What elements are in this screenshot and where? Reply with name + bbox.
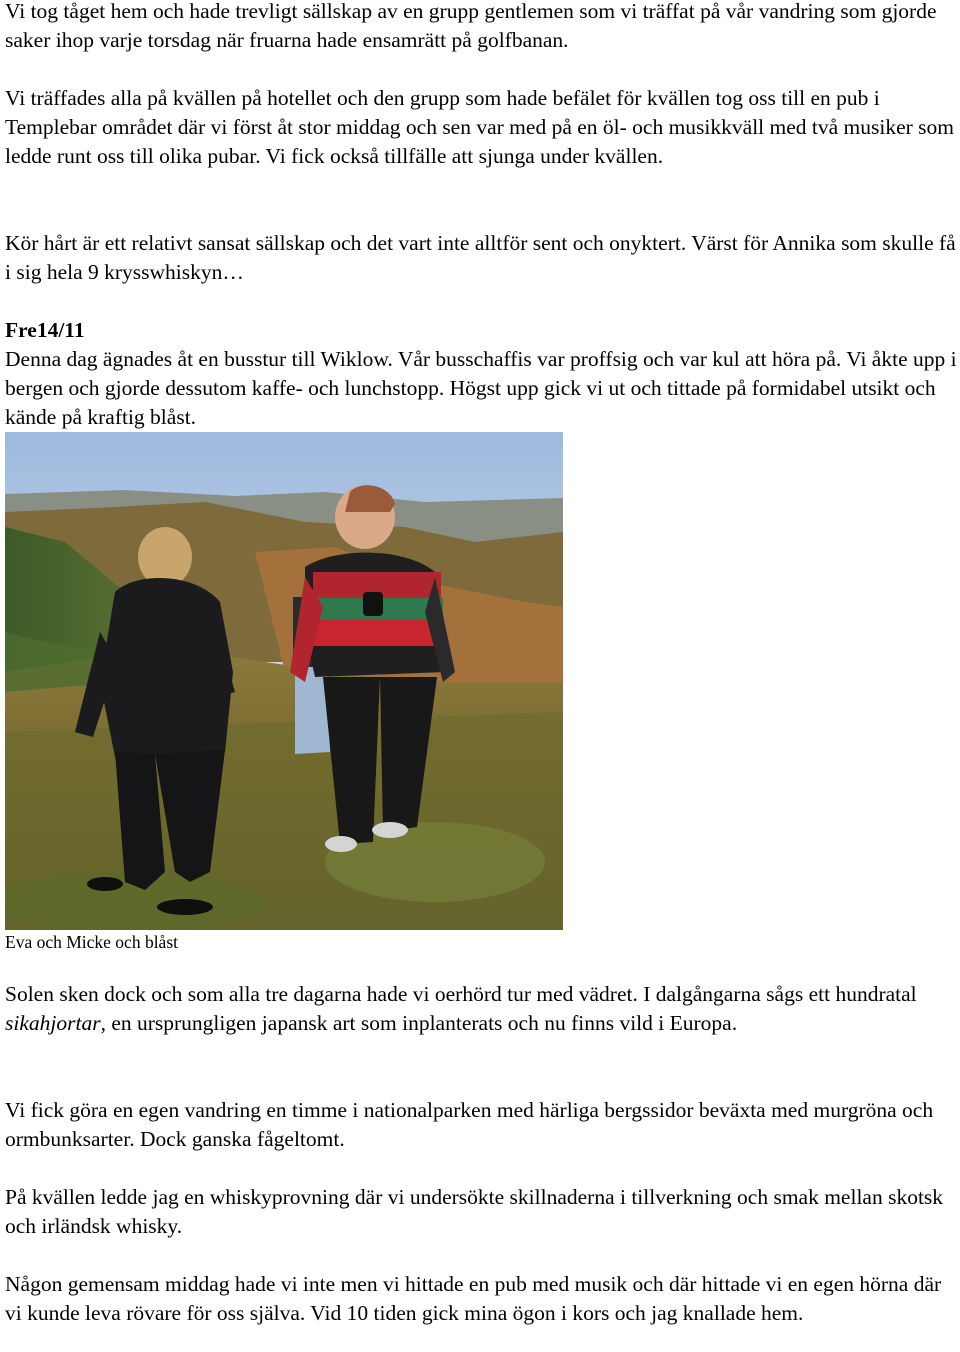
paragraph-train-home: Vi tog tåget hem och hade trevligt sällskap av en grupp gentlemen som vi träffat på vår vandring som gjorde saker ihop varje torsdag när fruarna hade ensamrätt på golfbanan. bbox=[5, 0, 937, 52]
paragraph-whisky-tasting: På kvällen ledde jag en whiskyprovning där vi undersökte skillnaderna i tillverkning och smak mellan skotsk och irländsk whisky. bbox=[5, 1185, 944, 1238]
paragraph-weather-deer-start: Solen sken dock och som alla tre dagarna hade vi oerhörd tur med vädret. I dalgångarna sågs ett hundratal bbox=[5, 982, 917, 1006]
hillside-photo bbox=[5, 432, 563, 930]
paragraph-kor-hart: Kör hårt är ett relativt sansat sällskap och det vart inte alltför sent och onyktert. Värst för Annika som skulle få i sig hela 9 krysswhiskyn… bbox=[5, 231, 956, 284]
paragraph-weather-deer bbox=[5, 980, 957, 1038]
hillside-photo-icon bbox=[5, 432, 563, 930]
paragraph-national-park-hike: Vi fick göra en egen vandring en timme i nationalparken med härliga bergssidor beväxta med murgröna och ormbunksarter. Dock ganska fågeltomt. bbox=[5, 1098, 934, 1151]
emphasis-sikahjortar: sikahjortar bbox=[5, 1011, 101, 1035]
paragraph-weather-deer-end: , en ursprungligen japansk art som inplanterats och nu finns vild i Europa. bbox=[100, 1011, 738, 1035]
paragraph-pub-music: Någon gemensam middag hade vi inte men vi hittade en pub med musik och där hittade vi en egen hörna där vi kunde leva rövare för oss själva. Vid 10 tiden gick mina ögon i kors och jag knallade hem. bbox=[5, 1272, 942, 1325]
paragraph-pub-evening: Vi träffades alla på kvällen på hotellet och den grupp som hade befälet för kvällen tog oss till en pub i Templebar området där vi först åt stor middag och sen var med på en öl- och musikkväll med två musiker som ledde runt oss till olika pubar. Vi fick också tillfälle att sjunga under kvällen. bbox=[5, 86, 955, 168]
photo-caption: Eva och Micke och blåst bbox=[5, 932, 179, 952]
day-heading: Fre14/11 bbox=[5, 318, 85, 342]
paragraph-wiklow-bus-tour: Denna dag ägnades åt en busstur till Wiklow. Vår busschaffis var proffsig och var kul att höra på. Vi åkte upp i bergen och gjorde dessutom kaffe- och lunchstopp. Högst upp gick vi ut och tittade på formidabel utsikt och kände på kraftig blåst. bbox=[5, 347, 957, 429]
